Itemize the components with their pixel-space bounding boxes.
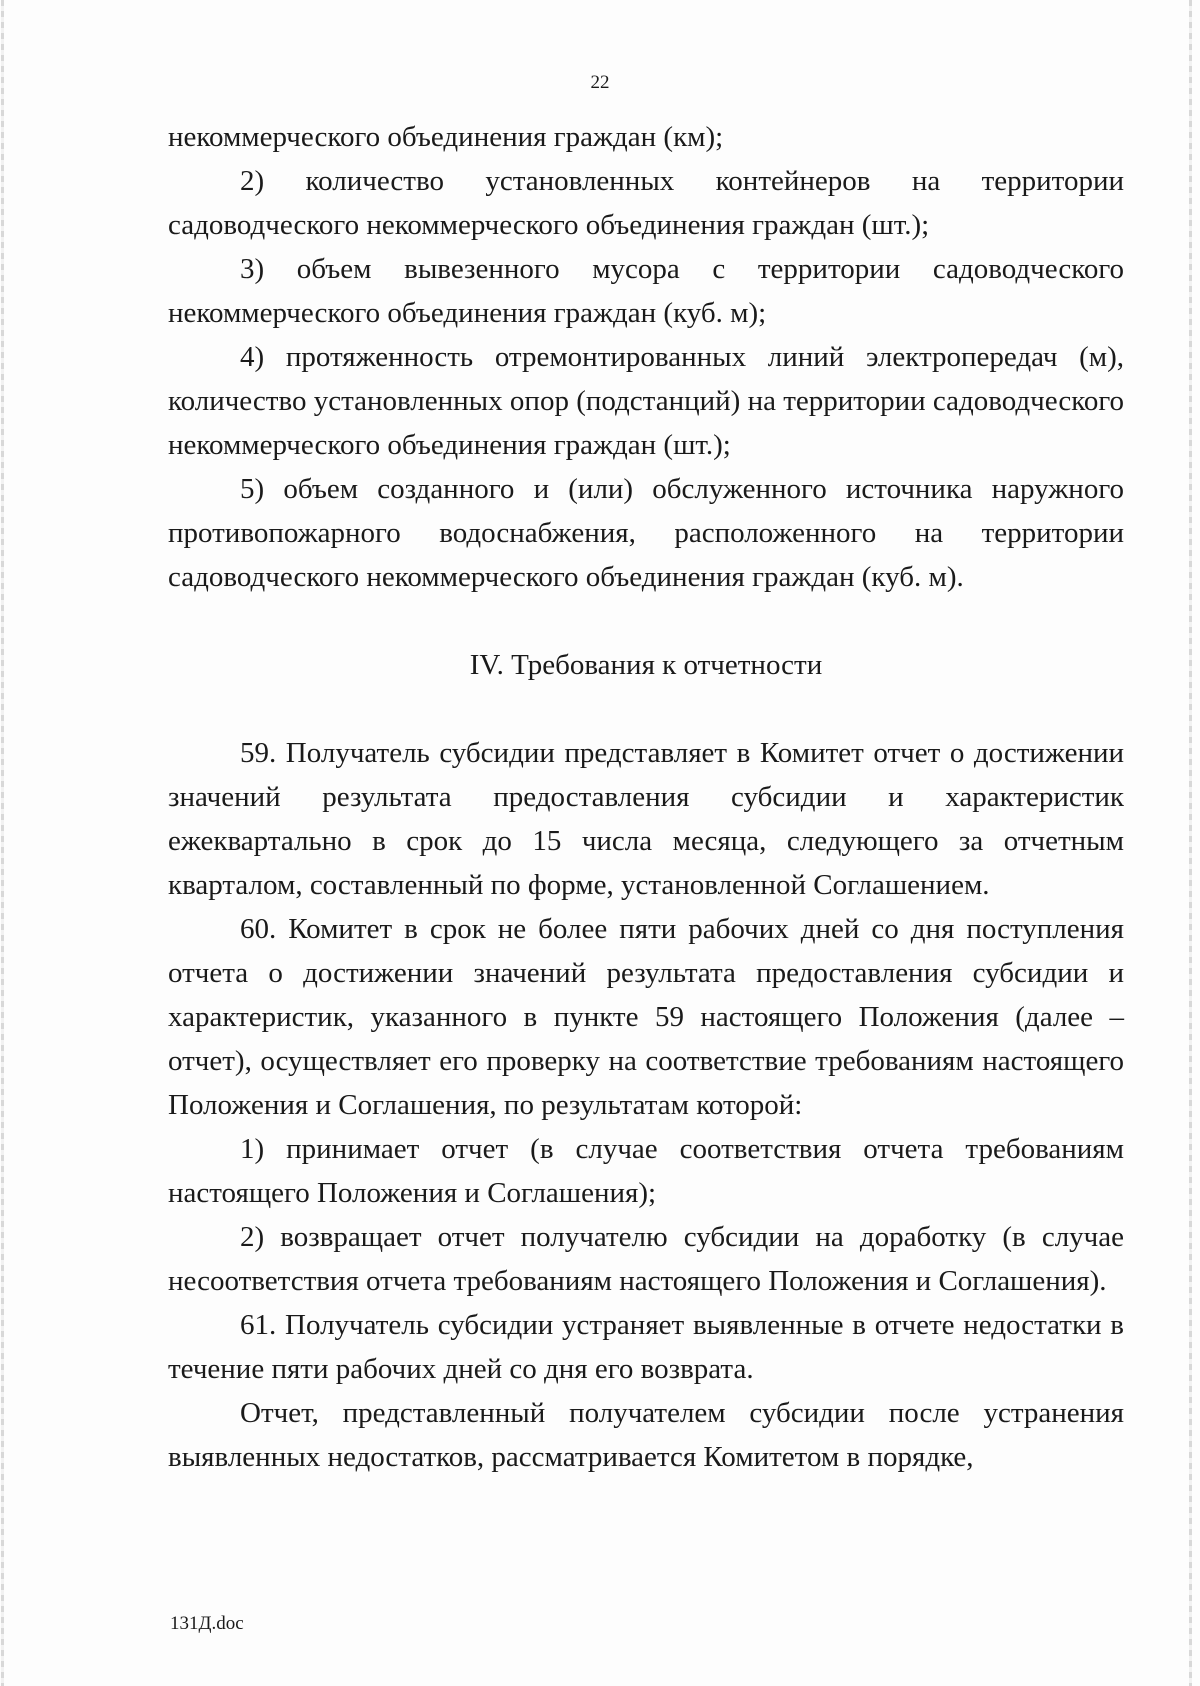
page-number: 22 <box>590 72 610 93</box>
paragraph-continuation: некоммерческого объединения граждан (км); <box>168 121 724 153</box>
clause-59: 59. Получатель субсидии представляет в Комитет отчет о достижении значений результата предоставления субсидии и характеристик ежеквартально в срок до 15 числа месяца, следующего за отчетным кварталом, составленный по форме, установленной Соглашением. <box>168 737 1124 901</box>
clause-60: 60. Комитет в срок не более пяти рабочих дней со дня поступления отчета о достижении значений результата предоставления субсидии и характеристик, указанного в пункте 59 настоящего Положения (далее – отчет), осуществляет его проверку на соответствие требованиям настоящего Положения и Соглашения, по результатам которой: <box>168 913 1124 1121</box>
scan-edge-right <box>1189 0 1192 1686</box>
document-body <box>168 115 1124 1479</box>
list-item-3: 3) объем вывезенного мусора с территории садоводческого некоммерческого объединения граждан (куб. м); <box>168 253 1124 329</box>
list-item-5: 5) объем созданного и (или) обслуженного источника наружного противопожарного водоснабжения, расположенного на территории садоводческого некоммерческого объединения граждан (куб. м). <box>168 473 1124 593</box>
clause-60-item-1: 1) принимает отчет (в случае соответствия отчета требованиям настоящего Положения и Соглашения); <box>168 1133 1124 1209</box>
section-heading: IV. Требования к отчетности <box>469 649 823 681</box>
clause-60-item-2: 2) возвращает отчет получателю субсидии на доработку (в случае несоответствия отчета требованиям настоящего Положения и Соглашения). <box>168 1221 1124 1297</box>
scan-edge-left <box>1 0 4 1686</box>
clause-61-continuation: Отчет, представленный получателем субсидии после устранения выявленных недостатков, рассматривается Комитетом в порядке, <box>168 1397 1124 1473</box>
footer-filename: 131Д.doc <box>170 1613 244 1634</box>
list-item-4: 4) протяженность отремонтированных линий электропередач (м), количество установленных опор (подстанций) на территории садоводческого некоммерческого объединения граждан (шт.); <box>168 341 1124 461</box>
list-item-2: 2) количество установленных контейнеров на территории садоводческого некоммерческого объединения граждан (шт.); <box>168 165 1124 241</box>
clause-61: 61. Получатель субсидии устраняет выявленные в отчете недостатки в течение пяти рабочих дней со дня его возврата. <box>168 1309 1124 1385</box>
